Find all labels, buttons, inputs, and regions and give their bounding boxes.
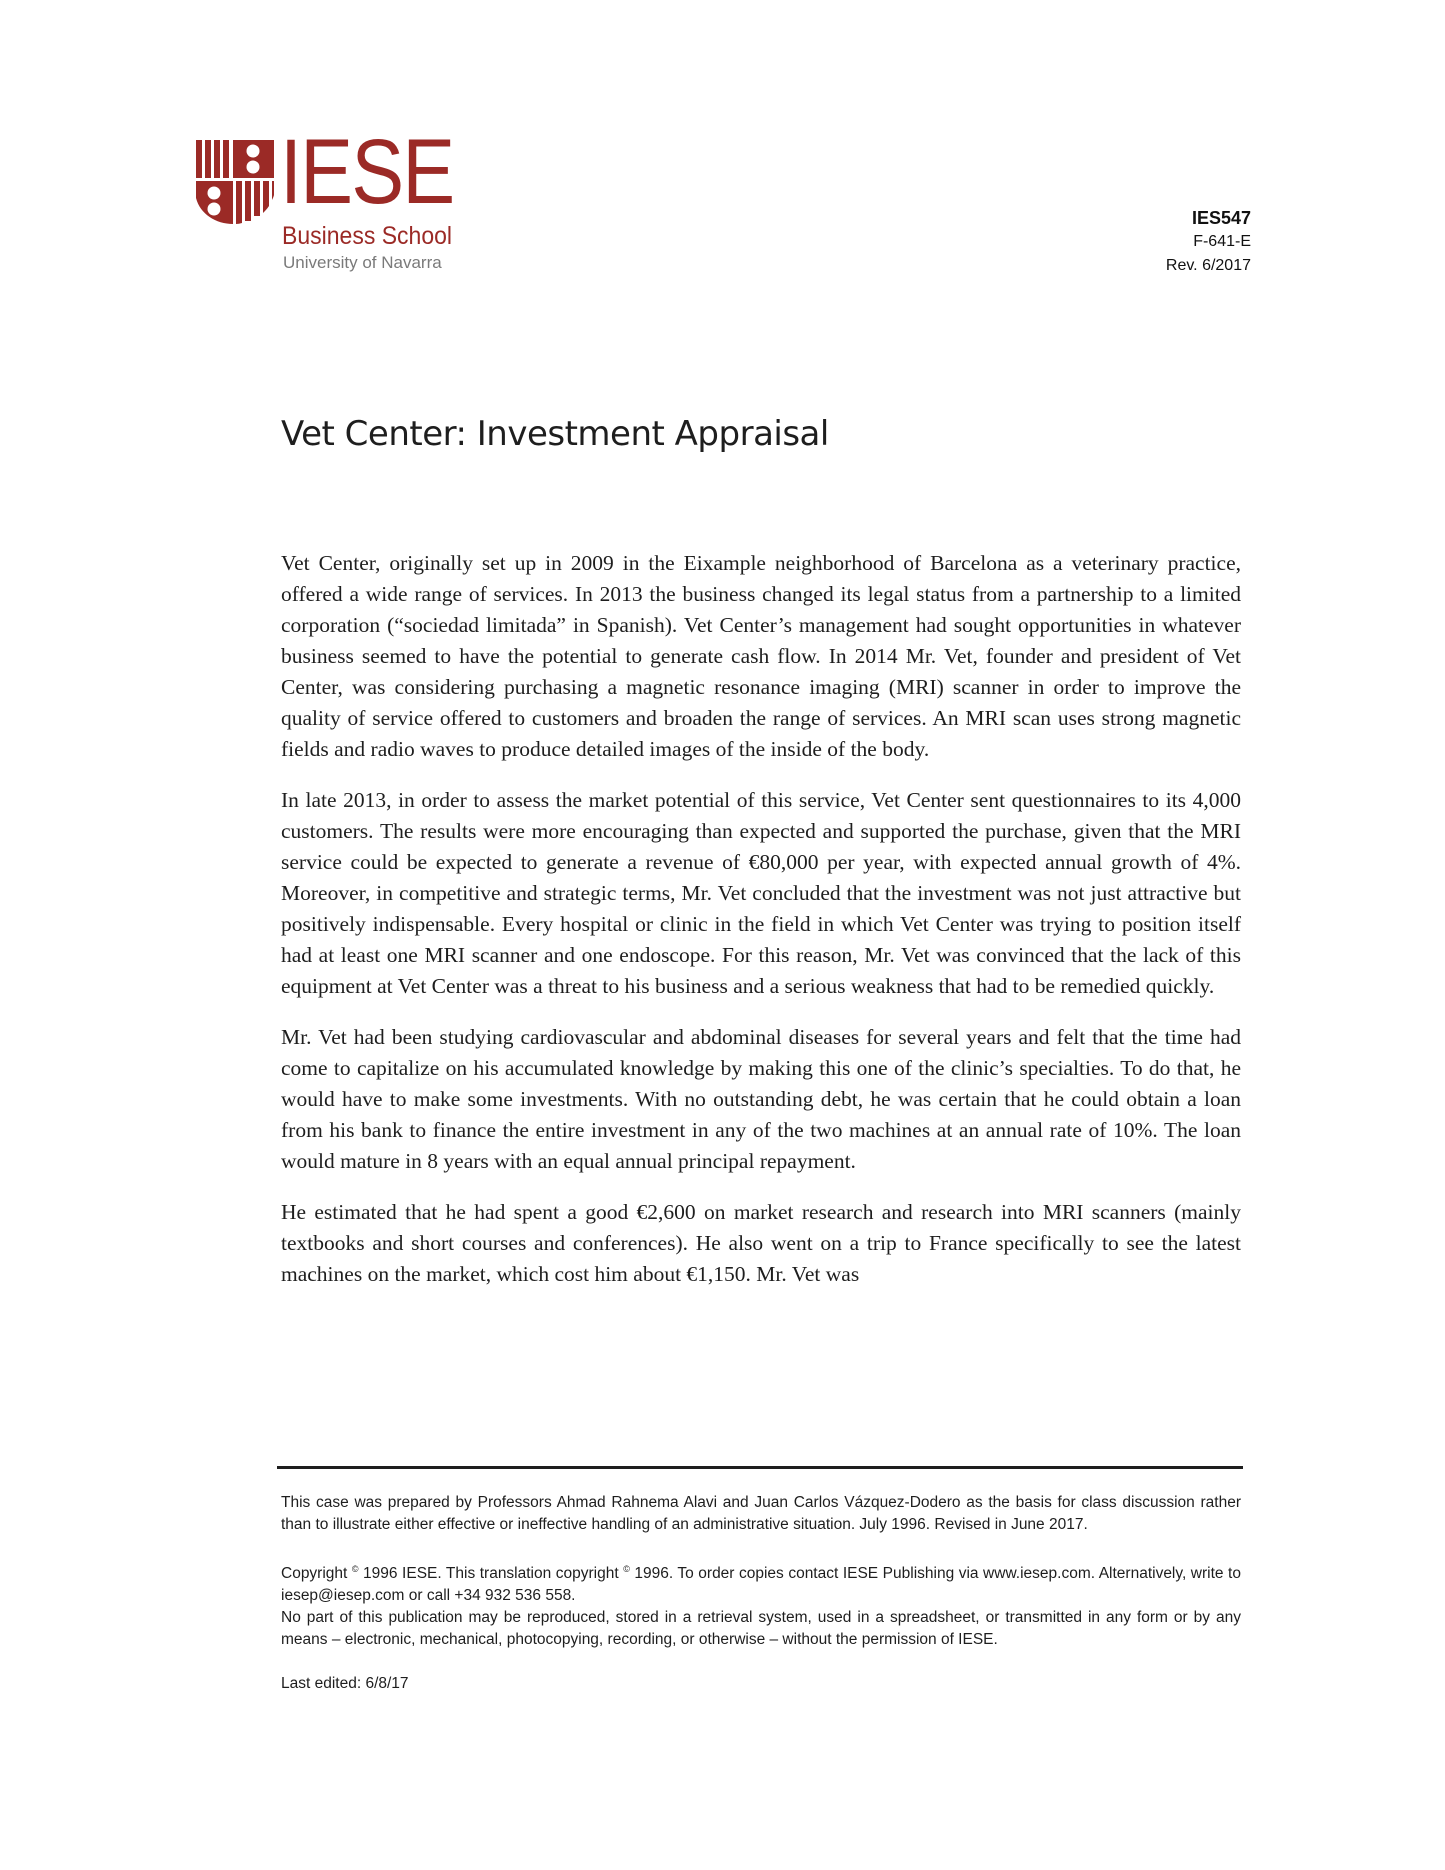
revision-date: Rev. 6/2017 (1165, 257, 1251, 274)
document-reference (1166, 206, 1251, 278)
copyright-text: Copyright (281, 1565, 352, 1582)
preparation-note: This case was prepared by Professors Ahmad Rahnema Alavi and Juan Carlos Vázquez-Dodero as the basis for class discussion rather than to illustrate either effective or ineffective handling of an administrative situation. July 1996. Revised in June 2017. (281, 1494, 1241, 1533)
body-text (281, 548, 1241, 1310)
paragraph: Vet Center, originally set up in 2009 in the Eixample neighborhood of Barcelona as a veterinary practice, offered a wide range of services. In 2013 the business changed its legal status from a partnership to a limited corporation (“sociedad limitada” in Spanish). Vet Center’s management had sought opportunities in whatever business seemed to have the potential to generate cash flow. In 2014 Mr. Vet, founder and president of Vet Center, was considering purchasing a magnetic resonance imaging (MRI) scanner in order to improve the quality of service offered to customers and broaden the range of services. An MRI scan uses strong magnetic fields and radio waves to produce detailed images of the inside of the body. (281, 551, 1241, 761)
copyright-symbol: © (351, 1564, 359, 1574)
footnote-divider (277, 1466, 1243, 1469)
rights-notice: No part of this publication may be reproduced, stored in a retrieval system, used in a spreadsheet, or transmitted in any form or by any means – electronic, mechanical, photocopying, recording, or otherwise – without the permission of IESE. (281, 1609, 1241, 1648)
document-number: F-641-E (1193, 233, 1251, 250)
copyright-note (281, 1558, 1241, 1607)
logo-university: University of Navarra (283, 253, 442, 272)
paragraph: He estimated that he had spent a good €2,600 on market research and research into MRI scanners (mainly textbooks and short courses and conferences). He also went on a trip to France specifically to see the latest machines on the market, which cost him about €1,150. Mr. Vet was (281, 1200, 1241, 1286)
paragraph: In late 2013, in order to assess the market potential of this service, Vet Center sent questionnaires to its 4,000 customers. The results were more encouraging than expected and supported the purchase, given that the MRI service could be expected to generate a revenue of €80,000 per year, with expected annual growth of 4%. Moreover, in competitive and strategic terms, Mr. Vet concluded that the investment was not just attractive but positively indispensable. Every hospital or clinic in the field in which Vet Center was trying to position itself had at least one MRI scanner and one endoscope. For this reason, Mr. Vet was convinced that the lack of this equipment at Vet Center was a threat to his business and a serious weakness that had to be remedied quickly. (281, 788, 1241, 998)
document-code: IES547 (1191, 208, 1251, 228)
footnote (281, 1492, 1241, 1695)
copyright-text: 1996 IESE. This translation copyright (358, 1565, 624, 1582)
shield-crest-icon (196, 140, 274, 224)
iese-logo (196, 121, 456, 280)
logo-wordmark: IESE (280, 121, 454, 223)
paragraph: Mr. Vet had been studying cardiovascular and abdominal diseases for several years and felt that the time had come to capitalize on his accumulated knowledge by making this one of the clinic’s specialties. To do that, he would have to make some investments. With no outstanding debt, he was certain that he could obtain a loan from his bank to finance the entire investment in any of the two machines at an annual rate of 10%. The loan would mature in 8 years with an equal annual principal repayment. (281, 1025, 1241, 1173)
page-title: Vet Center: Investment Appraisal (281, 414, 829, 454)
last-edited: Last edited: 6/8/17 (281, 1675, 409, 1692)
copyright-symbol: © (623, 1564, 630, 1574)
copyright-text: 1996. To order copies contact IESE Publishing via www.iesep.com. Alternatively, write to iesep@iesep.com or call +34 932 536 558. (281, 1565, 1241, 1604)
logo-subtitle: Business School (282, 222, 453, 250)
